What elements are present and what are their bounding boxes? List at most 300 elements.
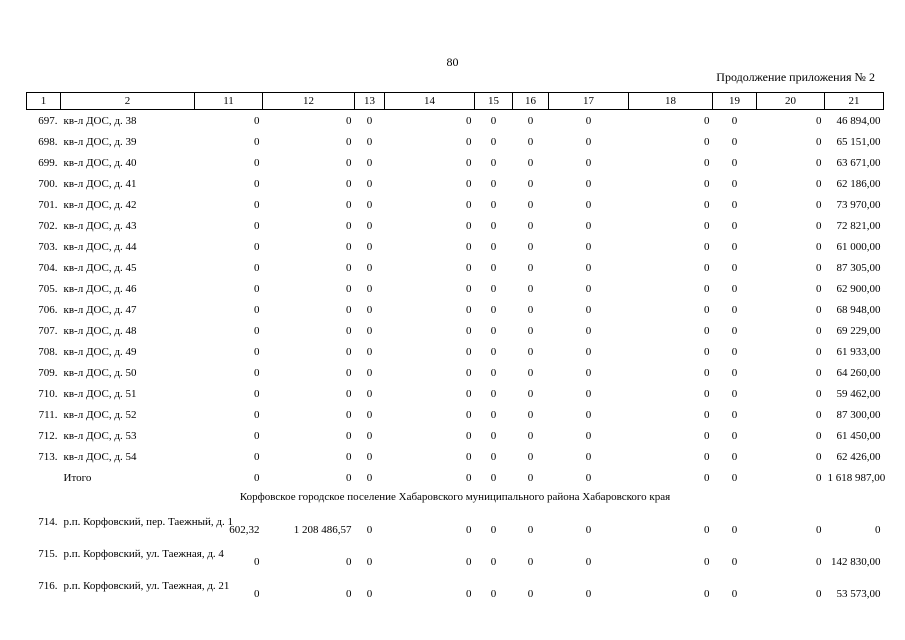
- table-row: [27, 506, 884, 538]
- value-cell-c18: 0: [704, 366, 710, 379]
- address-cell: кв-л ДОС, д. 41: [63, 177, 137, 190]
- table-body: [27, 110, 884, 603]
- column-header: 19: [713, 93, 757, 110]
- row-number: 708.: [38, 345, 58, 358]
- value-cell-c20: 0: [816, 156, 822, 169]
- value-cell-c20: 0: [816, 471, 822, 484]
- value-cell-c15: 0: [490, 450, 497, 463]
- value-cell-c14: 0: [466, 240, 472, 253]
- value-cell-c15: 0: [490, 177, 497, 190]
- value-cell-c14: 0: [466, 524, 472, 536]
- column-header: 1: [27, 93, 61, 110]
- value-cell-c13: 0: [366, 324, 373, 337]
- value-cell-c13: 0: [366, 366, 373, 379]
- value-cell-c17: 0: [585, 303, 592, 316]
- value-cell-c21: 0: [875, 524, 881, 536]
- value-cell-c14: 0: [466, 387, 472, 400]
- value-cell-c16: 0: [527, 261, 534, 274]
- value-cell-c18: 0: [704, 471, 710, 484]
- value-cell-c17: 0: [585, 429, 592, 442]
- value-cell-c12: 0: [346, 198, 352, 211]
- value-cell-c17: 0: [585, 588, 592, 600]
- value-cell-c18: 0: [704, 261, 710, 274]
- value-cell-c16: 0: [527, 450, 534, 463]
- table-row: [27, 425, 884, 446]
- value-cell-c18: 0: [704, 429, 710, 442]
- value-cell-c15: 0: [490, 387, 497, 400]
- value-cell-c17: 0: [585, 156, 592, 169]
- value-cell-c21: 62 186,00: [836, 177, 881, 190]
- value-cell-c13: 0: [366, 387, 373, 400]
- value-cell-c18: 0: [704, 345, 710, 358]
- row-number: 700.: [38, 177, 58, 190]
- value-cell-c18: 0: [704, 387, 710, 400]
- value-cell-c13: 0: [366, 345, 373, 358]
- value-cell-c16: 0: [527, 135, 534, 148]
- value-cell-c16: 0: [527, 198, 534, 211]
- value-cell-c11: 0: [254, 345, 260, 358]
- column-header: 2: [61, 93, 195, 110]
- row-number: 712.: [38, 429, 58, 442]
- value-cell-c20: 0: [816, 324, 822, 337]
- value-cell-c17: 0: [585, 282, 592, 295]
- value-cell-c11: 0: [254, 177, 260, 190]
- value-cell-c15: 0: [490, 282, 497, 295]
- value-cell-c19: 0: [731, 282, 738, 295]
- value-cell-c20: 0: [816, 219, 822, 232]
- value-cell-c12: 0: [346, 471, 352, 484]
- value-cell-c11: 0: [254, 114, 260, 127]
- value-cell-c17: 0: [585, 366, 592, 379]
- value-cell-c14: 0: [466, 408, 472, 421]
- value-cell-c17: 0: [585, 114, 592, 127]
- value-cell-c18: 0: [704, 303, 710, 316]
- table-row: [27, 278, 884, 299]
- row-number: 710.: [38, 387, 58, 400]
- value-cell-c15: 0: [490, 471, 497, 484]
- value-cell-c11: 0: [254, 156, 260, 169]
- value-cell-c21: 64 260,00: [836, 366, 881, 379]
- value-cell-c19: 0: [731, 450, 738, 463]
- value-cell-c20: 0: [816, 366, 822, 379]
- value-cell-c13: 0: [366, 429, 373, 442]
- address-cell: кв-л ДОС, д. 43: [63, 219, 137, 232]
- table-row: [27, 570, 884, 602]
- value-cell-c21: 87 305,00: [836, 261, 881, 274]
- value-cell-c21: 73 970,00: [836, 198, 881, 211]
- value-cell-c15: 0: [490, 524, 497, 536]
- value-cell-c21: 87 300,00: [836, 408, 881, 421]
- value-cell-c17: 0: [585, 324, 592, 337]
- value-cell-c19: 0: [731, 303, 738, 316]
- column-header: 13: [355, 93, 385, 110]
- value-cell-c14: 0: [466, 219, 472, 232]
- value-cell-c14: 0: [466, 114, 472, 127]
- value-cell-c18: 0: [704, 524, 710, 536]
- value-cell-c20: 0: [816, 240, 822, 253]
- row-number: 715.: [38, 548, 58, 560]
- value-cell-c18: 0: [704, 114, 710, 127]
- column-header: 18: [629, 93, 713, 110]
- address-cell: кв-л ДОС, д. 51: [63, 387, 137, 400]
- value-cell-c14: 0: [466, 588, 472, 600]
- value-cell-c12: 0: [346, 303, 352, 316]
- value-cell-c19: 0: [731, 114, 738, 127]
- row-number: 698.: [38, 135, 58, 148]
- row-number: 697.: [38, 114, 58, 127]
- value-cell-c20: 0: [816, 556, 822, 568]
- value-cell-c15: 0: [490, 408, 497, 421]
- column-header: 20: [757, 93, 825, 110]
- column-header: 14: [385, 93, 475, 110]
- value-cell-c19: 0: [731, 556, 738, 568]
- address-cell: кв-л ДОС, д. 40: [63, 156, 137, 169]
- value-cell-c16: 0: [527, 303, 534, 316]
- value-cell-c21: 65 151,00: [836, 135, 881, 148]
- value-cell-c12: 0: [346, 556, 352, 568]
- value-cell-c21: 61 000,00: [836, 240, 881, 253]
- value-cell-c20: 0: [816, 261, 822, 274]
- value-cell-c18: 0: [704, 219, 710, 232]
- address-cell: кв-л ДОС, д. 50: [63, 366, 137, 379]
- address-cell: кв-л ДОС, д. 47: [63, 303, 137, 316]
- value-cell-c14: 0: [466, 324, 472, 337]
- table-row: [27, 194, 884, 215]
- table-row: [27, 446, 884, 467]
- value-cell-c14: 0: [466, 156, 472, 169]
- value-cell-c14: 0: [466, 303, 472, 316]
- data-table: [26, 92, 884, 602]
- address-cell: кв-л ДОС, д. 38: [63, 114, 137, 127]
- value-cell-c19: 0: [731, 198, 738, 211]
- address-cell: кв-л ДОС, д. 52: [63, 408, 137, 421]
- value-cell-c13: 0: [366, 240, 373, 253]
- value-cell-c11: 602,32: [229, 524, 260, 536]
- value-cell-c17: 0: [585, 177, 592, 190]
- value-cell-c12: 1 208 486,57: [293, 524, 352, 536]
- value-cell-c13: 0: [366, 135, 373, 148]
- value-cell-c20: 0: [816, 345, 822, 358]
- value-cell-c15: 0: [490, 345, 497, 358]
- value-cell-c17: 0: [585, 387, 592, 400]
- value-cell-c21: 63 671,00: [836, 156, 881, 169]
- table-row: [27, 320, 884, 341]
- value-cell-c17: 0: [585, 198, 592, 211]
- value-cell-c13: 0: [366, 588, 373, 600]
- address-cell: кв-л ДОС, д. 48: [63, 324, 137, 337]
- value-cell-c16: 0: [527, 429, 534, 442]
- value-cell-c15: 0: [490, 219, 497, 232]
- table-row: [27, 131, 884, 152]
- value-cell-c17: 0: [585, 135, 592, 148]
- value-cell-c14: 0: [466, 198, 472, 211]
- value-cell-c16: 0: [527, 282, 534, 295]
- value-cell-c13: 0: [366, 524, 373, 536]
- value-cell-c21: 68 948,00: [836, 303, 881, 316]
- value-cell-c11: 0: [254, 429, 260, 442]
- value-cell-c16: 0: [527, 556, 534, 568]
- value-cell-c15: 0: [490, 324, 497, 337]
- value-cell-c16: 0: [527, 177, 534, 190]
- value-cell-c15: 0: [490, 588, 497, 600]
- value-cell-c18: 0: [704, 240, 710, 253]
- address-cell: р.п. Корфовский, ул. Таежная, д. 4: [63, 548, 224, 560]
- address-cell: Итого: [63, 471, 92, 484]
- section-title: Корфовское городское поселение Хабаровского муниципального района Хабаровского края: [239, 491, 671, 503]
- value-cell-c18: 0: [704, 556, 710, 568]
- value-cell-c16: 0: [527, 524, 534, 536]
- value-cell-c16: 0: [527, 219, 534, 232]
- value-cell-c14: 0: [466, 429, 472, 442]
- value-cell-c20: 0: [816, 303, 822, 316]
- value-cell-c12: 0: [346, 261, 352, 274]
- table-row: [27, 215, 884, 236]
- value-cell-c17: 0: [585, 219, 592, 232]
- value-cell-c19: 0: [731, 261, 738, 274]
- value-cell-c12: 0: [346, 429, 352, 442]
- address-cell: кв-л ДОС, д. 45: [63, 261, 137, 274]
- appendix-caption: Продолжение приложения № 2: [716, 70, 875, 84]
- value-cell-c17: 0: [585, 450, 592, 463]
- value-cell-c20: 0: [816, 177, 822, 190]
- table-row: [27, 236, 884, 257]
- value-cell-c19: 0: [731, 429, 738, 442]
- value-cell-c14: 0: [466, 177, 472, 190]
- value-cell-c21: 1 618 987,00: [827, 471, 886, 484]
- address-cell: кв-л ДОС, д. 46: [63, 282, 137, 295]
- value-cell-c13: 0: [366, 282, 373, 295]
- row-number: 699.: [38, 156, 58, 169]
- value-cell-c15: 0: [490, 156, 497, 169]
- value-cell-c17: 0: [585, 556, 592, 568]
- value-cell-c12: 0: [346, 240, 352, 253]
- value-cell-c21: 61 933,00: [836, 345, 881, 358]
- value-cell-c12: 0: [346, 324, 352, 337]
- value-cell-c19: 0: [731, 324, 738, 337]
- value-cell-c15: 0: [490, 366, 497, 379]
- value-cell-c19: 0: [731, 471, 738, 484]
- address-cell: кв-л ДОС, д. 54: [63, 450, 137, 463]
- value-cell-c15: 0: [490, 114, 497, 127]
- address-cell: кв-л ДОС, д. 49: [63, 345, 137, 358]
- value-cell-c18: 0: [704, 408, 710, 421]
- value-cell-c14: 0: [466, 261, 472, 274]
- column-header: 21: [825, 93, 884, 110]
- value-cell-c19: 0: [731, 387, 738, 400]
- value-cell-c17: 0: [585, 240, 592, 253]
- value-cell-c11: 0: [254, 324, 260, 337]
- value-cell-c16: 0: [527, 366, 534, 379]
- row-number: 704.: [38, 261, 58, 274]
- value-cell-c21: 53 573,00: [836, 588, 881, 600]
- table-row: [27, 341, 884, 362]
- value-cell-c12: 0: [346, 345, 352, 358]
- value-cell-c11: 0: [254, 471, 260, 484]
- value-cell-c15: 0: [490, 303, 497, 316]
- value-cell-c11: 0: [254, 261, 260, 274]
- value-cell-c19: 0: [731, 240, 738, 253]
- row-number: 709.: [38, 366, 58, 379]
- table-row: [27, 110, 884, 132]
- value-cell-c11: 0: [254, 219, 260, 232]
- value-cell-c18: 0: [704, 177, 710, 190]
- table-row: [27, 362, 884, 383]
- column-header: 16: [513, 93, 549, 110]
- value-cell-c21: 69 229,00: [836, 324, 881, 337]
- value-cell-c19: 0: [731, 408, 738, 421]
- value-cell-c20: 0: [816, 114, 822, 127]
- column-header: 17: [549, 93, 629, 110]
- value-cell-c16: 0: [527, 345, 534, 358]
- header-row: [27, 93, 884, 110]
- value-cell-c18: 0: [704, 156, 710, 169]
- value-cell-c11: 0: [254, 387, 260, 400]
- table-row: [27, 383, 884, 404]
- value-cell-c19: 0: [731, 156, 738, 169]
- value-cell-c11: 0: [254, 240, 260, 253]
- row-number: [27, 467, 61, 488]
- address-cell: р.п. Корфовский, пер. Таежный, д. 1: [63, 516, 234, 528]
- value-cell-c16: 0: [527, 471, 534, 484]
- value-cell-c12: 0: [346, 588, 352, 600]
- table-row: [27, 467, 884, 488]
- value-cell-c19: 0: [731, 345, 738, 358]
- value-cell-c20: 0: [816, 408, 822, 421]
- value-cell-c18: 0: [704, 450, 710, 463]
- row-number: 713.: [38, 450, 58, 463]
- value-cell-c13: 0: [366, 450, 373, 463]
- value-cell-c12: 0: [346, 387, 352, 400]
- value-cell-c21: 72 821,00: [836, 219, 881, 232]
- value-cell-c13: 0: [366, 556, 373, 568]
- address-cell: кв-л ДОС, д. 42: [63, 198, 137, 211]
- value-cell-c16: 0: [527, 408, 534, 421]
- row-number: 706.: [38, 303, 58, 316]
- value-cell-c15: 0: [490, 198, 497, 211]
- value-cell-c11: 0: [254, 556, 260, 568]
- value-cell-c11: 0: [254, 450, 260, 463]
- value-cell-c16: 0: [527, 114, 534, 127]
- value-cell-c16: 0: [527, 387, 534, 400]
- value-cell-c13: 0: [366, 261, 373, 274]
- value-cell-c18: 0: [704, 135, 710, 148]
- value-cell-c12: 0: [346, 177, 352, 190]
- value-cell-c12: 0: [346, 408, 352, 421]
- row-number: 707.: [38, 324, 58, 337]
- value-cell-c15: 0: [490, 261, 497, 274]
- value-cell-c21: 61 450,00: [836, 429, 881, 442]
- value-cell-c18: 0: [704, 588, 710, 600]
- value-cell-c21: 62 426,00: [836, 450, 881, 463]
- value-cell-c18: 0: [704, 282, 710, 295]
- value-cell-c19: 0: [731, 219, 738, 232]
- value-cell-c12: 0: [346, 114, 352, 127]
- value-cell-c13: 0: [366, 114, 373, 127]
- value-cell-c17: 0: [585, 345, 592, 358]
- value-cell-c19: 0: [731, 366, 738, 379]
- value-cell-c13: 0: [366, 156, 373, 169]
- value-cell-c19: 0: [731, 524, 738, 536]
- table-row: [27, 152, 884, 173]
- value-cell-c17: 0: [585, 524, 592, 536]
- column-header: 15: [475, 93, 513, 110]
- value-cell-c14: 0: [466, 345, 472, 358]
- table-row: [27, 173, 884, 194]
- value-cell-c15: 0: [490, 135, 497, 148]
- value-cell-c21: 142 830,00: [831, 556, 881, 568]
- value-cell-c19: 0: [731, 588, 738, 600]
- value-cell-c15: 0: [490, 240, 497, 253]
- table-row: [27, 404, 884, 425]
- value-cell-c19: 0: [731, 135, 738, 148]
- value-cell-c17: 0: [585, 471, 592, 484]
- value-cell-c11: 0: [254, 303, 260, 316]
- value-cell-c18: 0: [704, 324, 710, 337]
- value-cell-c18: 0: [704, 198, 710, 211]
- value-cell-c14: 0: [466, 282, 472, 295]
- column-header: 12: [263, 93, 355, 110]
- address-cell: кв-л ДОС, д. 53: [63, 429, 137, 442]
- value-cell-c17: 0: [585, 408, 592, 421]
- value-cell-c15: 0: [490, 556, 497, 568]
- value-cell-c14: 0: [466, 556, 472, 568]
- value-cell-c11: 0: [254, 408, 260, 421]
- table-row: [27, 299, 884, 320]
- value-cell-c20: 0: [816, 588, 822, 600]
- value-cell-c16: 0: [527, 240, 534, 253]
- table-row: [27, 538, 884, 570]
- address-cell: кв-л ДОС, д. 39: [63, 135, 137, 148]
- page-number: 80: [446, 55, 459, 69]
- value-cell-c16: 0: [527, 324, 534, 337]
- value-cell-c13: 0: [366, 471, 373, 484]
- value-cell-c11: 0: [254, 282, 260, 295]
- value-cell-c21: 59 462,00: [836, 387, 881, 400]
- value-cell-c14: 0: [466, 471, 472, 484]
- value-cell-c20: 0: [816, 450, 822, 463]
- row-number: 716.: [38, 580, 58, 592]
- value-cell-c12: 0: [346, 366, 352, 379]
- value-cell-c19: 0: [731, 177, 738, 190]
- value-cell-c17: 0: [585, 261, 592, 274]
- value-cell-c21: 46 894,00: [836, 114, 881, 127]
- value-cell-c20: 0: [816, 198, 822, 211]
- value-cell-c13: 0: [366, 219, 373, 232]
- value-cell-c13: 0: [366, 198, 373, 211]
- section-heading-row: [27, 488, 884, 506]
- row-number: 705.: [38, 282, 58, 295]
- value-cell-c12: 0: [346, 219, 352, 232]
- value-cell-c15: 0: [490, 429, 497, 442]
- value-cell-c16: 0: [527, 156, 534, 169]
- value-cell-c14: 0: [466, 366, 472, 379]
- value-cell-c13: 0: [366, 303, 373, 316]
- value-cell-c20: 0: [816, 282, 822, 295]
- value-cell-c16: 0: [527, 588, 534, 600]
- value-cell-c12: 0: [346, 156, 352, 169]
- value-cell-c11: 0: [254, 588, 260, 600]
- row-number: 711.: [38, 408, 58, 421]
- value-cell-c20: 0: [816, 135, 822, 148]
- address-cell: р.п. Корфовский, ул. Таежная, д. 21: [63, 580, 230, 592]
- value-cell-c21: 62 900,00: [836, 282, 881, 295]
- value-cell-c11: 0: [254, 366, 260, 379]
- value-cell-c20: 0: [816, 524, 822, 536]
- table-row: [27, 257, 884, 278]
- address-cell: кв-л ДОС, д. 44: [63, 240, 137, 253]
- value-cell-c13: 0: [366, 408, 373, 421]
- column-header: 11: [195, 93, 263, 110]
